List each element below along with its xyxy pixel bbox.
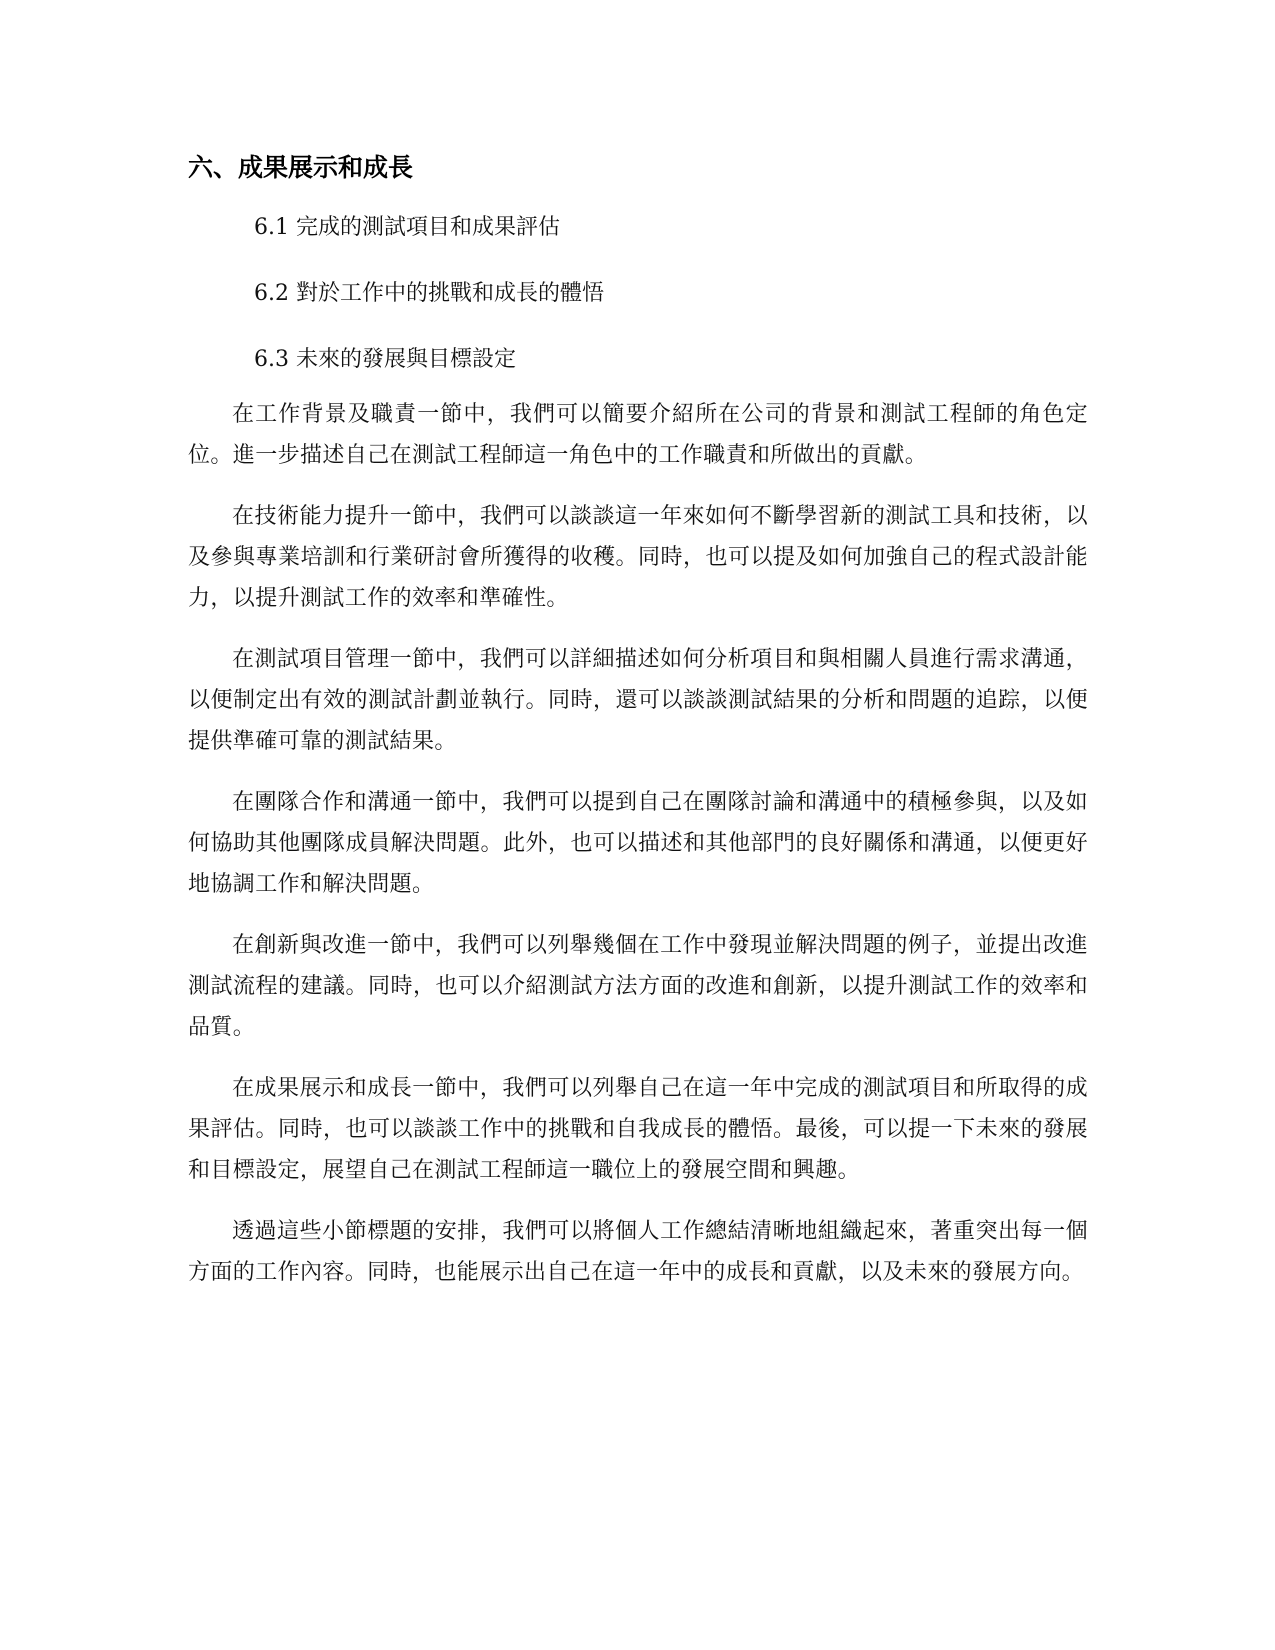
subsection-list (188, 204, 1088, 402)
paragraph-technical-skills: 在技術能力提升一節中，我們可以談談這一年來如何不斷學習新的測試工具和技術，以及參與專業培訓和行業研討會所獲得的收穫。同時，也可以提及如何加強自己的程式設計能力，以提升測試工作的效率和準確性。 (188, 504, 1088, 611)
paragraph-project-management: 在測試項目管理一節中，我們可以詳細描述如何分析項目和與相關人員進行需求溝通，以便制定出有效的測試計劃並執行。同時，還可以談談測試結果的分析和問題的追踪，以便提供準確可靠的測試結果。 (188, 647, 1088, 754)
paragraph-innovation: 在創新與改進一節中，我們可以列舉幾個在工作中發現並解決問題的例子，並提出改進測試流程的建議。同時，也可以介紹測試方法方面的改進和創新，以提升測試工作的效率和品質。 (188, 933, 1088, 1040)
paragraph-conclusion: 透過這些小節標題的安排，我們可以將個人工作總結清晰地組織起來，著重突出每一個方面的工作內容。同時，也能展示出自己在這一年中的成長和貢獻，以及未來的發展方向。 (188, 1219, 1088, 1285)
paragraph-work-background: 在工作背景及職責一節中，我們可以簡要介紹所在公司的背景和測試工程師的角色定位。進一步描述自己在測試工程師這一角色中的工作職責和所做出的貢獻。 (188, 402, 1088, 468)
body-text (188, 394, 1088, 1293)
paragraph-achievements: 在成果展示和成長一節中，我們可以列舉自己在這一年中完成的測試項目和所取得的成果評估。同時，也可以談談工作中的挑戰和自我成長的體悟。最後，可以提一下未來的發展和目標設定，展望自己在測試工程師這一職位上的發展空間和興趣。 (188, 1076, 1088, 1183)
section-heading: 六、成果展示和成長 (188, 153, 414, 182)
paragraph-teamwork: 在團隊合作和溝通一節中，我們可以提到自己在團隊討論和溝通中的積極參與，以及如何協助其他團隊成員解決問題。此外，也可以描述和其他部門的良好關係和溝通，以便更好地協調工作和解決問題。 (188, 790, 1088, 897)
subsection-item: 6.1 完成的測試項目和成果評估 (254, 215, 560, 240)
subsection-item: 6.2 對於工作中的挑戰和成長的體悟 (254, 281, 604, 306)
subsection-item: 6.3 未來的發展與目標設定 (254, 347, 516, 372)
page-content (188, 142, 1088, 1313)
